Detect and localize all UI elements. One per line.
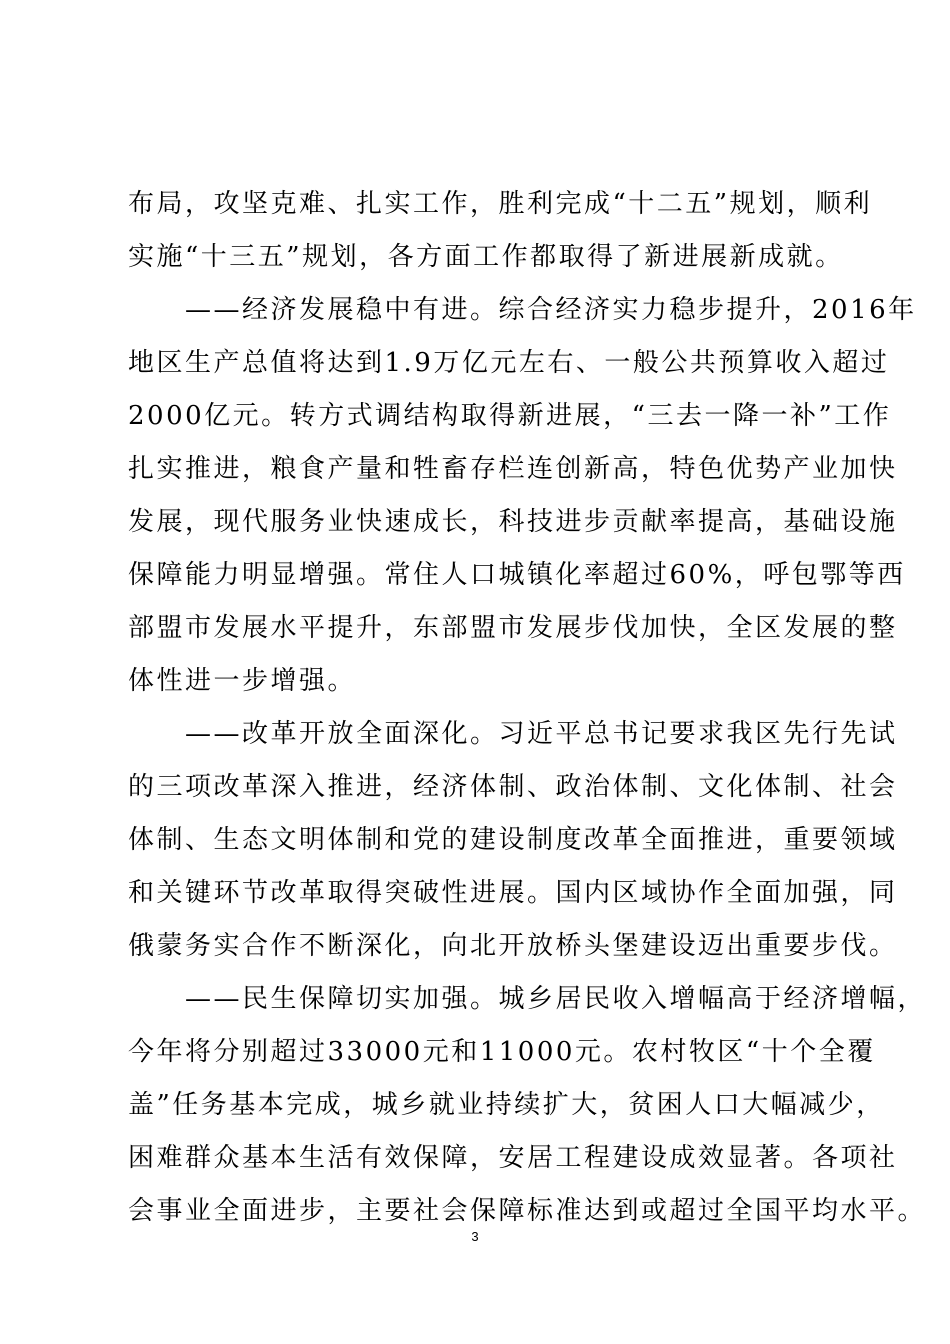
text-line: 发展，现代服务业快速成长，科技进步贡献率提高，基础设施 bbox=[128, 507, 898, 537]
text-line: 扎实推进，粮食产量和牲畜存栏连创新高，特色优势产业加快 bbox=[128, 454, 898, 484]
text-line: 布局，攻坚克难、扎实工作，胜利完成“十二五”规划，顺利 bbox=[128, 189, 873, 219]
text-line: ——经济发展稳中有进。综合经济实力稳步提升，2016年 bbox=[128, 295, 917, 325]
text-line: 今年将分别超过33000元和11000元。农村牧区“十个全覆 bbox=[128, 1037, 876, 1067]
text-line: 盖”任务基本完成，城乡就业持续扩大，贫困人口大幅减少， bbox=[128, 1090, 885, 1120]
text-line: 会事业全面进步，主要社会保障标准达到或超过全国平均水平。 bbox=[128, 1196, 927, 1226]
text-line: 保障能力明显增强。常住人口城镇化率超过60%，呼包鄂等西 bbox=[128, 560, 906, 590]
page-number: 3 bbox=[471, 1229, 479, 1244]
text-line: ——改革开放全面深化。习近平总书记要求我区先行先试 bbox=[128, 719, 898, 749]
text-line: 体性进一步增强。 bbox=[128, 666, 357, 696]
text-line: 地区生产总值将达到1.9万亿元左右、一般公共预算收入超过 bbox=[128, 348, 890, 378]
text-line: 部盟市发展水平提升，东部盟市发展步伐加快，全区发展的整 bbox=[128, 613, 898, 643]
text-line: ——民生保障切实加强。城乡居民收入增幅高于经济增幅， bbox=[128, 984, 927, 1014]
text-line: 的三项改革深入推进，经济体制、政治体制、文化体制、社会 bbox=[128, 772, 898, 802]
text-line: 实施“十三五”规划，各方面工作都取得了新进展新成就。 bbox=[128, 242, 844, 272]
text-line: 2000亿元。转方式调结构取得新进展，“三去一降一补”工作 bbox=[128, 401, 892, 431]
text-line: 和关键环节改革取得突破性进展。国内区域协作全面加强，同 bbox=[128, 878, 898, 908]
text-line: 体制、生态文明体制和党的建设制度改革全面推进，重要领域 bbox=[128, 825, 898, 855]
text-line: 困难群众基本生活有效保障，安居工程建设成效显著。各项社 bbox=[128, 1143, 898, 1173]
text-line: 俄蒙务实合作不断深化，向北开放桥头堡建设迈出重要步伐。 bbox=[128, 931, 898, 961]
